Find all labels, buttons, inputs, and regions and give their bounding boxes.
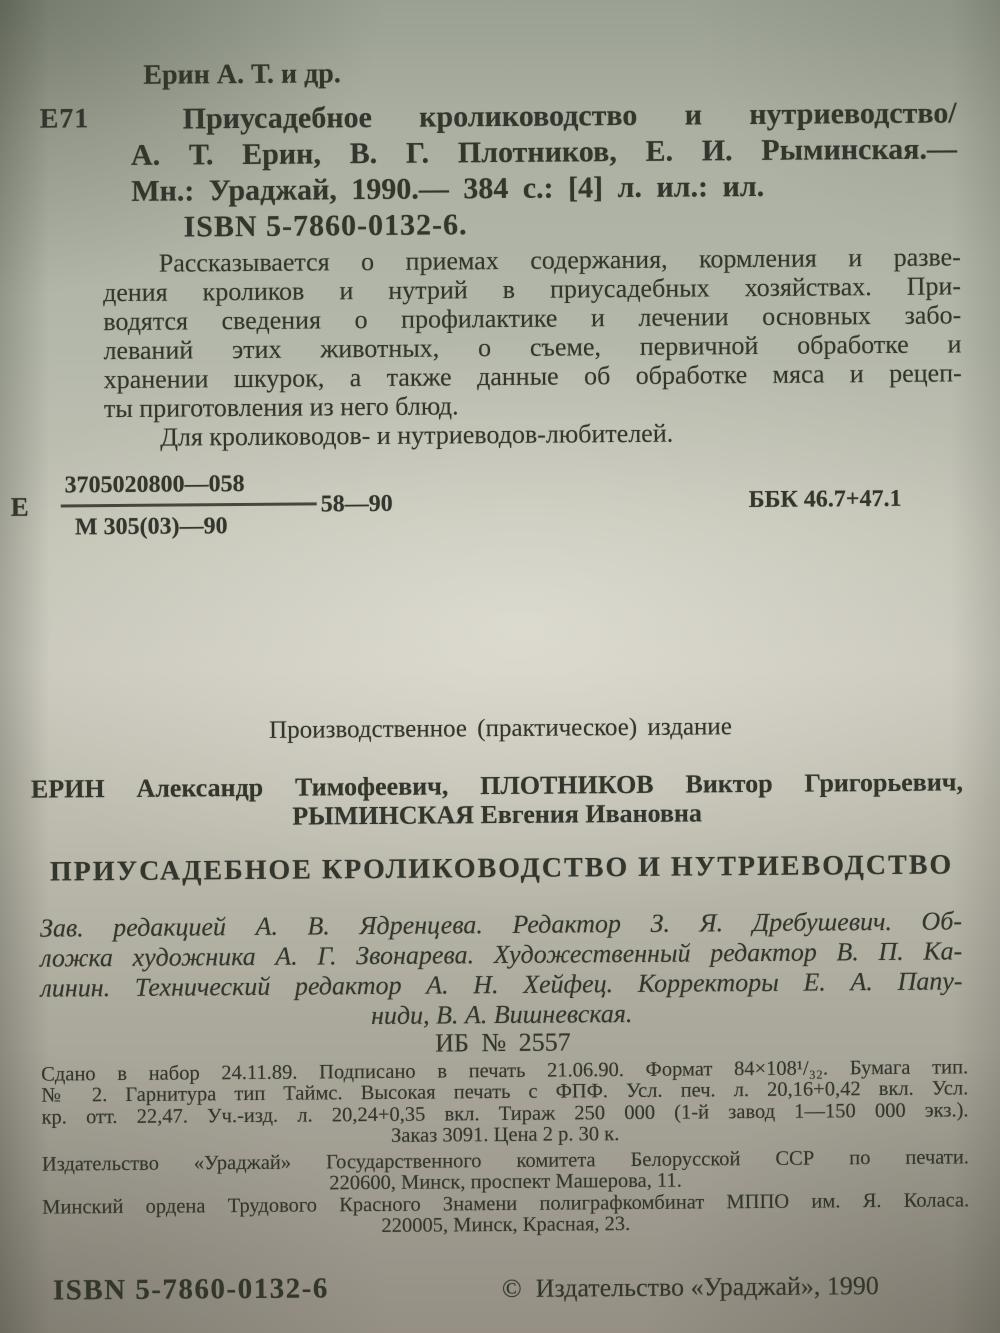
imprint-line: Заказ 3091. Цена 2 р. 30 к. (390, 1122, 620, 1147)
staff-line: ниди, В. А. Вишневская. (370, 998, 633, 1031)
authors-block (31, 767, 963, 832)
index-fraction (60, 469, 317, 541)
fraction-numerator: 3705020800—058 (60, 469, 316, 507)
publisher-line: Издательство «Ураджай» Государственного комитета Белорусской ССР по печати. (41, 1146, 969, 1176)
publisher-line: 220600, Минск, проспект Машерова, 11. (329, 1169, 682, 1195)
bibliographic-citation (131, 95, 958, 245)
imprint-line: № 2. Гарнитура тип Таймс. Высокая печать с ФПФ. Усл. печ. л. 20,16+0,42 вкл. Усл. (41, 1077, 969, 1107)
staff-line: Зав. редакцией А. В. Ядренцева. Редактор З. Я. Дребушевич. Об- (39, 906, 963, 943)
publisher-block (42, 1147, 970, 1239)
fraction-suffix: 58—90 (320, 490, 393, 518)
copyright-icon: © (501, 1273, 522, 1304)
catalog-index-block (0, 458, 999, 566)
annotation-line: Рассказывается о приемах содержания, кормления и разве- (158, 242, 961, 278)
audience-line: Для кролиководов- и нутриеводов-любителей. (160, 418, 674, 452)
index-letter: Е (10, 491, 29, 522)
footer-isbn: ISBN 5-7860-0132-6 (52, 1272, 329, 1307)
staff-line: линин. Технический редактор А. Н. Хейфец. Корректоры Е. А. Папу- (40, 966, 963, 1003)
annotation-line: ты приготовления из него блюд. (103, 391, 459, 424)
fraction-denominator: М 305(03)—90 (74, 513, 228, 541)
edition-type-line: Производственное (практическое) издание (268, 713, 732, 744)
copyright-notice (502, 1271, 879, 1304)
editorial-staff-block (40, 906, 963, 1033)
isbn-line: ISBN 5-7860-0132-6. (183, 208, 468, 244)
staff-line: ложка художника А. Г. Звонарева. Художественный редактор В. П. Ка- (40, 936, 963, 973)
ib-number: ИБ № 2557 (435, 1027, 571, 1058)
imprint-line: Сдано в набор 24.11.89. Подписано в печать 21.06.90. Формат 84×108¹/₃₂. Бумага тип. (41, 1056, 969, 1086)
imprint-line: кр. отт. 22,47. Уч.-изд. л. 20,24+0,35 вкл. Тираж 250 000 (1-й завод 1—150 000 экз.). (41, 1098, 969, 1129)
author-heading: Ерин А. Т. и др. (143, 58, 341, 91)
publisher-line: Минский ордена Трудового Красного Знамени полиграфкомбинат МППО им. Я. Коласа. (42, 1188, 970, 1219)
annotation-line: водятся сведения о профилактике и лечении основных забо- (103, 300, 962, 337)
copyright-text: Издательство «Ураджай», 1990 (535, 1271, 879, 1303)
annotation-line: дения кроликов и нутрий в приусадебных хозяйствах. При- (102, 271, 962, 308)
citation-line: Мн.: Ураджай, 1990.— 384 с.: [4] л. ил.: ил. (131, 169, 765, 208)
authors-line: РЫМИНСКАЯ Евгения Ивановна (292, 798, 703, 831)
annotation-line: леваний этих животных, о съеме, первичной обработке и (103, 329, 962, 366)
bbk-code: ББК 46.7+47.1 (748, 485, 902, 514)
print-imprint-block (41, 1057, 969, 1149)
publisher-line: 220005, Минск, Красная, 23. (381, 1212, 631, 1237)
book-title: ПРИУСАДЕБНОЕ КРОЛИКОВОДСТВО И НУТРИЕВОДСТВО (49, 849, 954, 888)
authors-line: ЕРИН Александр Тимофеевич, ПЛОТНИКОВ Виктор Григорьевич, (30, 767, 964, 804)
annotation-paragraph (103, 242, 963, 452)
catalog-index-code: Е71 (39, 103, 90, 135)
citation-line: Приусадебное кролиководство и нутриеводство/ (182, 96, 957, 136)
citation-line: А. Т. Ерин, В. Г. Плотников, Е. И. Рыминская.— (130, 132, 958, 172)
annotation-line: хранении шкурок, а также данные об обработке мяса и рецеп- (103, 358, 962, 395)
